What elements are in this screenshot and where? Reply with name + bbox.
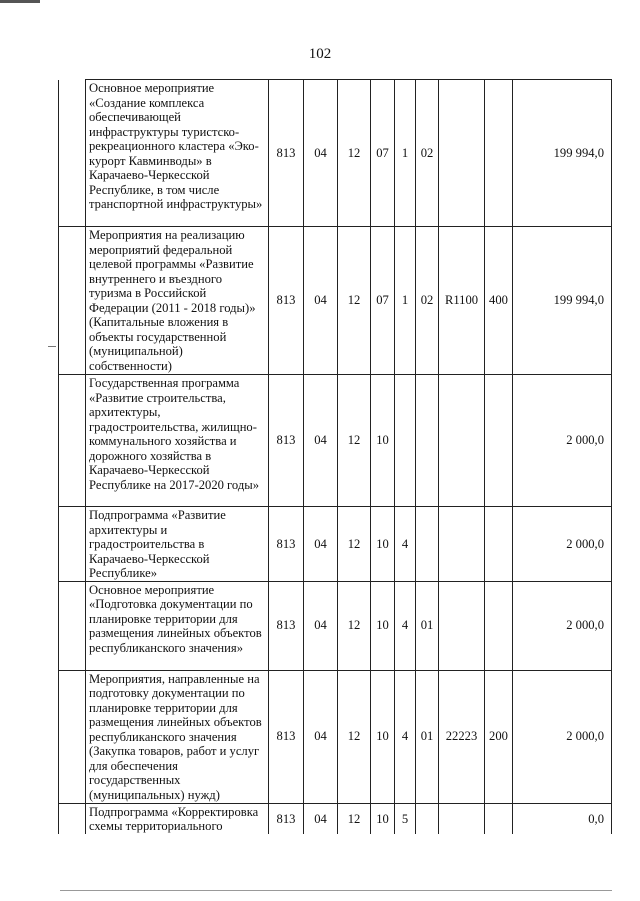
program-code-cell: 10 bbox=[371, 581, 395, 670]
amount-cell: 2 000,0 bbox=[513, 670, 612, 803]
ministry-code-cell: 813 bbox=[269, 80, 304, 227]
subsection-code-cell: 12 bbox=[338, 670, 371, 803]
program-code-cell: 10 bbox=[371, 670, 395, 803]
table-row bbox=[59, 227, 612, 375]
table-row bbox=[59, 581, 612, 670]
section-code-cell: 04 bbox=[304, 803, 338, 834]
expense-type-cell: 400 bbox=[485, 227, 513, 375]
expense-name-cell: Основное мероприятие «Создание комплекса обеспечивающей инфраструктуры туристско-рекреационного кластера «Эко-курорт Кавминводы» в Карачаево-Черкесской Республике, в том числе транспортной инфраструктуры» bbox=[86, 80, 269, 227]
event-code-cell bbox=[416, 375, 439, 507]
ministry-code-cell: 813 bbox=[269, 803, 304, 834]
direction-code-cell bbox=[439, 581, 485, 670]
subsection-code-cell: 12 bbox=[338, 803, 371, 834]
expense-name-cell: Мероприятия на реализацию мероприятий федеральной целевой программы «Развитие внутреннего и въездного туризма в Российской Федерации (2011 - 2018 годы)» (Капитальные вложения в объекты государственной (муниципальной) собственности) bbox=[86, 227, 269, 375]
subprogram-code-cell: 4 bbox=[395, 670, 416, 803]
expense-type-cell bbox=[485, 507, 513, 582]
scan-edge-mark bbox=[0, 0, 40, 3]
amount-cell: 0,0 bbox=[513, 803, 612, 834]
expense-type-cell: 200 bbox=[485, 670, 513, 803]
expense-name-cell: Подпрограмма «Развитие архитектуры и градостроительства в Карачаево-Черкесской Республике» bbox=[86, 507, 269, 582]
row-number-cell bbox=[59, 670, 86, 803]
direction-code-cell bbox=[439, 507, 485, 582]
table-row bbox=[59, 80, 612, 227]
subprogram-code-cell bbox=[395, 375, 416, 507]
scan-dash-mark bbox=[48, 346, 56, 347]
program-code-cell: 07 bbox=[371, 227, 395, 375]
subsection-code-cell: 12 bbox=[338, 507, 371, 582]
table-row bbox=[59, 507, 612, 582]
ministry-code-cell: 813 bbox=[269, 227, 304, 375]
scan-bottom-line bbox=[60, 890, 612, 891]
amount-cell: 2 000,0 bbox=[513, 375, 612, 507]
expense-name-cell: Государственная программа «Развитие строительства, архитектуры, градостроительства, жилищно-коммунального хозяйства и дорожного хозяйства в Карачаево-Черкесской Республике на 2017-2020 годы» bbox=[86, 375, 269, 507]
section-code-cell: 04 bbox=[304, 581, 338, 670]
subsection-code-cell: 12 bbox=[338, 375, 371, 507]
row-number-cell bbox=[59, 80, 86, 227]
subprogram-code-cell: 1 bbox=[395, 227, 416, 375]
amount-cell: 199 994,0 bbox=[513, 227, 612, 375]
section-code-cell: 04 bbox=[304, 375, 338, 507]
expense-type-cell bbox=[485, 80, 513, 227]
section-code-cell: 04 bbox=[304, 80, 338, 227]
expense-name-cell: Подпрограмма «Корректировка схемы территориального bbox=[86, 803, 269, 834]
table-row bbox=[59, 803, 612, 834]
subprogram-code-cell: 4 bbox=[395, 581, 416, 670]
subsection-code-cell: 12 bbox=[338, 581, 371, 670]
event-code-cell: 01 bbox=[416, 581, 439, 670]
program-code-cell: 10 bbox=[371, 803, 395, 834]
event-code-cell bbox=[416, 803, 439, 834]
row-number-cell bbox=[59, 803, 86, 834]
subprogram-code-cell: 1 bbox=[395, 80, 416, 227]
direction-code-cell bbox=[439, 80, 485, 227]
ministry-code-cell: 813 bbox=[269, 581, 304, 670]
program-code-cell: 10 bbox=[371, 507, 395, 582]
subprogram-code-cell: 4 bbox=[395, 507, 416, 582]
expense-type-cell bbox=[485, 803, 513, 834]
ministry-code-cell: 813 bbox=[269, 507, 304, 582]
event-code-cell: 01 bbox=[416, 670, 439, 803]
direction-code-cell bbox=[439, 803, 485, 834]
direction-code-cell: 22223 bbox=[439, 670, 485, 803]
page-number: 102 bbox=[308, 46, 332, 62]
row-number-cell bbox=[59, 227, 86, 375]
expense-type-cell bbox=[485, 375, 513, 507]
row-number-cell bbox=[59, 581, 86, 670]
direction-code-cell bbox=[439, 375, 485, 507]
subsection-code-cell: 12 bbox=[338, 227, 371, 375]
direction-code-cell: R1100 bbox=[439, 227, 485, 375]
table-body bbox=[59, 80, 612, 835]
subsection-code-cell: 12 bbox=[338, 80, 371, 227]
event-code-cell bbox=[416, 507, 439, 582]
expense-name-cell: Мероприятия, направленные на подготовку документации по планировке территории для размещения линейных объектов республиканского значения (Закупка товаров, работ и услуг для обеспечения государственных (муниципальных) нужд) bbox=[86, 670, 269, 803]
expense-name-cell: Основное мероприятие «Подготовка документации по планировке территории для размещения линейных объектов республиканского значения» bbox=[86, 581, 269, 670]
section-code-cell: 04 bbox=[304, 670, 338, 803]
section-code-cell: 04 bbox=[304, 227, 338, 375]
event-code-cell: 02 bbox=[416, 80, 439, 227]
subprogram-code-cell: 5 bbox=[395, 803, 416, 834]
amount-cell: 2 000,0 bbox=[513, 581, 612, 670]
amount-cell: 2 000,0 bbox=[513, 507, 612, 582]
program-code-cell: 10 bbox=[371, 375, 395, 507]
ministry-code-cell: 813 bbox=[269, 375, 304, 507]
budget-table bbox=[58, 79, 612, 834]
event-code-cell: 02 bbox=[416, 227, 439, 375]
row-number-cell bbox=[59, 375, 86, 507]
amount-cell: 199 994,0 bbox=[513, 80, 612, 227]
program-code-cell: 07 bbox=[371, 80, 395, 227]
row-number-cell bbox=[59, 507, 86, 582]
expense-type-cell bbox=[485, 581, 513, 670]
table-row bbox=[59, 375, 612, 507]
table-row bbox=[59, 670, 612, 803]
section-code-cell: 04 bbox=[304, 507, 338, 582]
ministry-code-cell: 813 bbox=[269, 670, 304, 803]
